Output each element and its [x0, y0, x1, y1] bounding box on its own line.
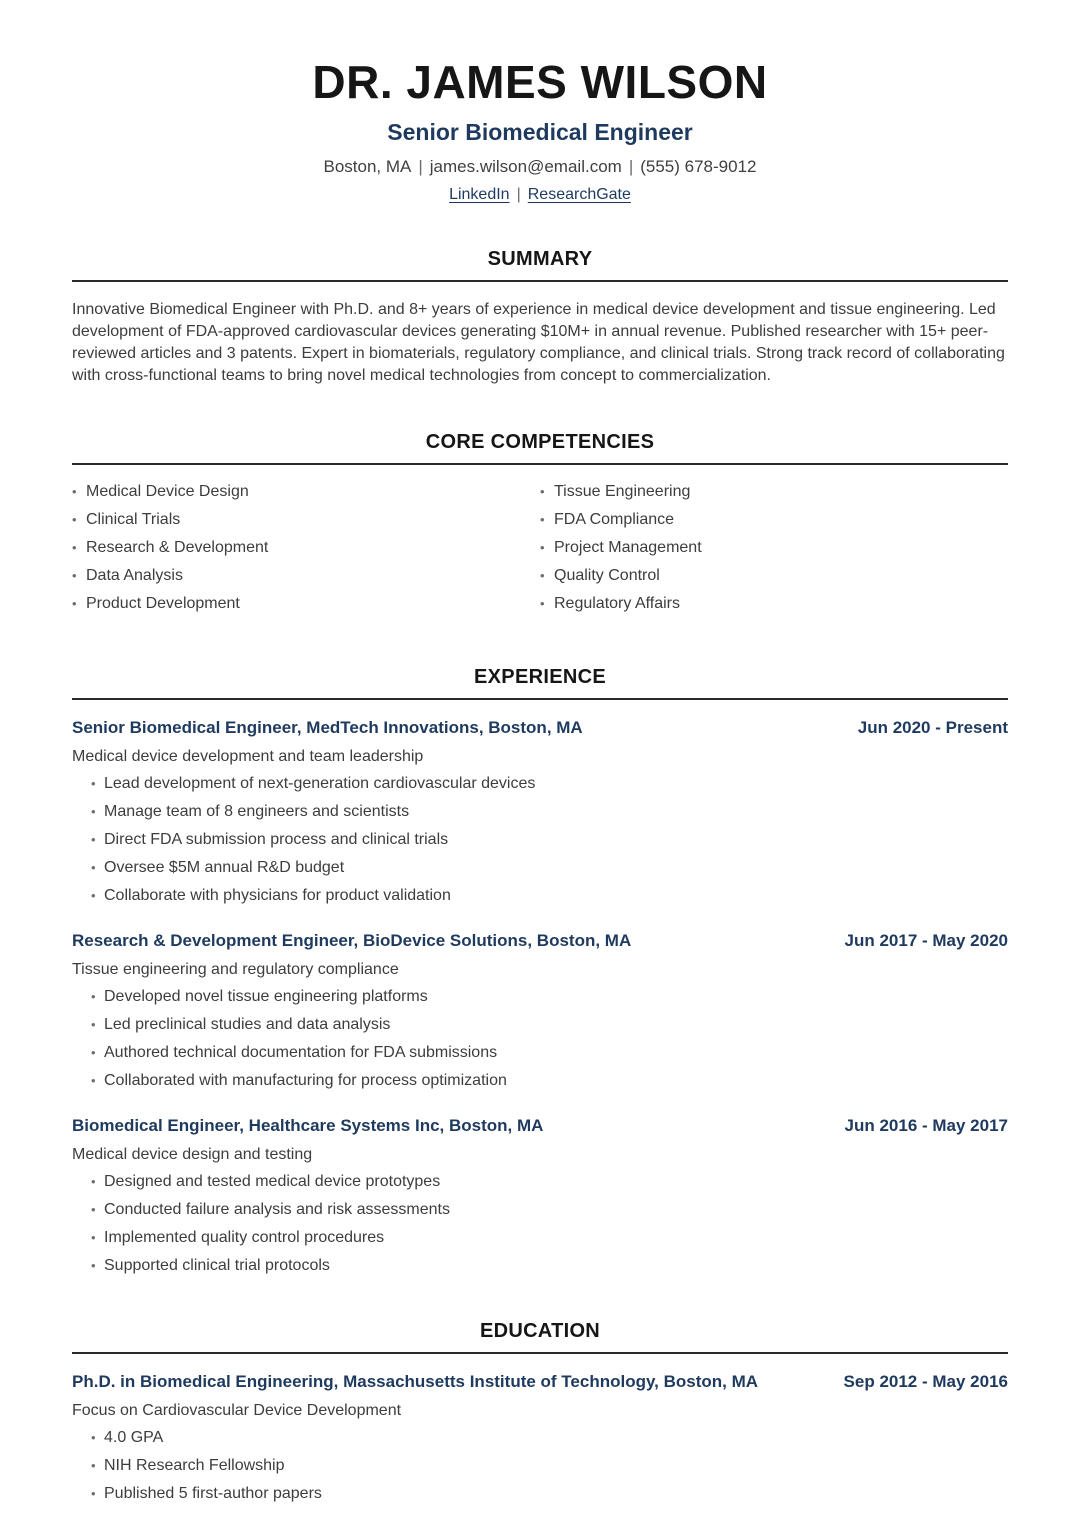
section-rule — [72, 698, 1008, 700]
contact-email: james.wilson@email.com — [429, 156, 622, 176]
list-item: • Research & Development — [72, 538, 540, 558]
job-dates: Jun 2017 - May 2020 — [844, 930, 1008, 950]
section-rule — [72, 1352, 1008, 1354]
experience-section — [72, 666, 1008, 1276]
links-line — [72, 186, 1008, 204]
competencies-grid — [72, 482, 1008, 622]
candidate-title: Senior Biomedical Engineer — [387, 118, 693, 145]
list-item: • Oversee $5M annual R&D budget — [91, 858, 1008, 878]
job-description: Tissue engineering and regulatory compliance — [72, 960, 399, 978]
education-heading: EDUCATION — [479, 1319, 601, 1342]
competencies-right-column — [540, 482, 1008, 622]
degree-entry — [72, 1372, 1008, 1504]
list-item: • Medical Device Design — [72, 482, 540, 502]
list-item: • FDA Compliance — [540, 510, 1008, 530]
contact-separator: | — [418, 156, 423, 176]
links-separator: | — [516, 185, 521, 203]
job-header — [72, 931, 1008, 951]
list-item: • Supported clinical trial protocols — [91, 1256, 1008, 1276]
job-title: Biomedical Engineer, Healthcare Systems Inc, Boston, MA — [72, 1115, 544, 1135]
list-item: • Lead development of next-generation cardiovascular devices — [91, 774, 1008, 794]
job-entry — [72, 718, 1008, 906]
list-item: • Clinical Trials — [72, 510, 540, 530]
summary-section — [72, 248, 1008, 387]
job-title: Research & Development Engineer, BioDevice Solutions, Boston, MA — [72, 930, 632, 950]
list-item: • Tissue Engineering — [540, 482, 1008, 502]
degree-title: Ph.D. in Biomedical Engineering, Massachusetts Institute of Technology, Boston, MA — [72, 1371, 759, 1391]
list-item: • Regulatory Affairs — [540, 594, 1008, 614]
list-item: • Designed and tested medical device prototypes — [91, 1172, 1008, 1192]
job-bullet-list — [72, 1172, 1008, 1276]
degree-dates: Sep 2012 - May 2016 — [843, 1371, 1008, 1391]
core-competencies-heading: CORE COMPETENCIES — [425, 430, 655, 453]
section-rule — [72, 463, 1008, 465]
list-item: • Implemented quality control procedures — [91, 1228, 1008, 1248]
job-bullet-list — [72, 774, 1008, 906]
contact-separator: | — [628, 156, 634, 176]
linkedin-link[interactable]: LinkedIn — [449, 185, 510, 203]
candidate-name: DR. JAMES WILSON — [312, 56, 768, 108]
list-item: • Conducted failure analysis and risk assessments — [91, 1200, 1008, 1220]
job-dates: Jun 2016 - May 2017 — [844, 1115, 1008, 1135]
list-item: • Collaborated with manufacturing for process optimization — [91, 1071, 1008, 1091]
education-section — [72, 1320, 1008, 1504]
job-header — [72, 1116, 1008, 1136]
degree-bullet-list — [72, 1428, 1008, 1504]
list-item: • Authored technical documentation for FDA submissions — [91, 1043, 1008, 1063]
job-bullet-list — [72, 987, 1008, 1091]
list-item: • 4.0 GPA — [91, 1428, 1008, 1448]
job-title: Senior Biomedical Engineer, MedTech Innovations, Boston, MA — [72, 717, 583, 737]
job-dates: Jun 2020 - Present — [857, 717, 1008, 737]
job-header — [72, 718, 1008, 738]
list-item: • Data Analysis — [72, 566, 540, 586]
contact-line — [72, 157, 1008, 177]
section-rule — [72, 280, 1008, 282]
list-item: • Direct FDA submission process and clinical trials — [91, 830, 1008, 850]
job-entry — [72, 1116, 1008, 1276]
list-item: • Published 5 first-author papers — [91, 1484, 1008, 1504]
competencies-left-column — [72, 482, 540, 622]
job-description: Medical device design and testing — [72, 1145, 313, 1163]
list-item: • Quality Control — [540, 566, 1008, 586]
list-item: • NIH Research Fellowship — [91, 1456, 1008, 1476]
job-entry — [72, 931, 1008, 1091]
contact-phone: (555) 678-9012 — [640, 156, 757, 176]
list-item: • Manage team of 8 engineers and scientists — [91, 802, 1008, 822]
list-item: • Collaborate with physicians for product validation — [91, 886, 1008, 906]
summary-heading: SUMMARY — [487, 247, 593, 270]
contact-location: Boston, MA — [323, 156, 412, 176]
degree-description: Focus on Cardiovascular Device Development — [72, 1401, 402, 1419]
list-item: • Product Development — [72, 594, 540, 614]
core-competencies-section — [72, 431, 1008, 622]
experience-heading: EXPERIENCE — [474, 665, 606, 688]
list-item: • Led preclinical studies and data analysis — [91, 1015, 1008, 1035]
researchgate-link[interactable]: ResearchGate — [527, 185, 631, 203]
list-item: • Developed novel tissue engineering platforms — [91, 987, 1008, 1007]
summary-text: Innovative Biomedical Engineer with Ph.D. and 8+ years of experience in medical device development and tissue engineering. Led development of FDA-approved cardiovascular devices generating $10M+ in annual revenue. Published researcher with 15+ peer-reviewed articles and 3 patents. Expert in biomaterials, regulatory compliance, and clinical trials. Strong track record of collaborating with cross-functional teams to bring novel medical technologies from concept to commercialization. — [72, 300, 1005, 384]
list-item: • Project Management — [540, 538, 1008, 558]
job-description: Medical device development and team leadership — [72, 747, 424, 765]
resume-header — [72, 56, 1008, 204]
degree-header — [72, 1372, 1008, 1392]
